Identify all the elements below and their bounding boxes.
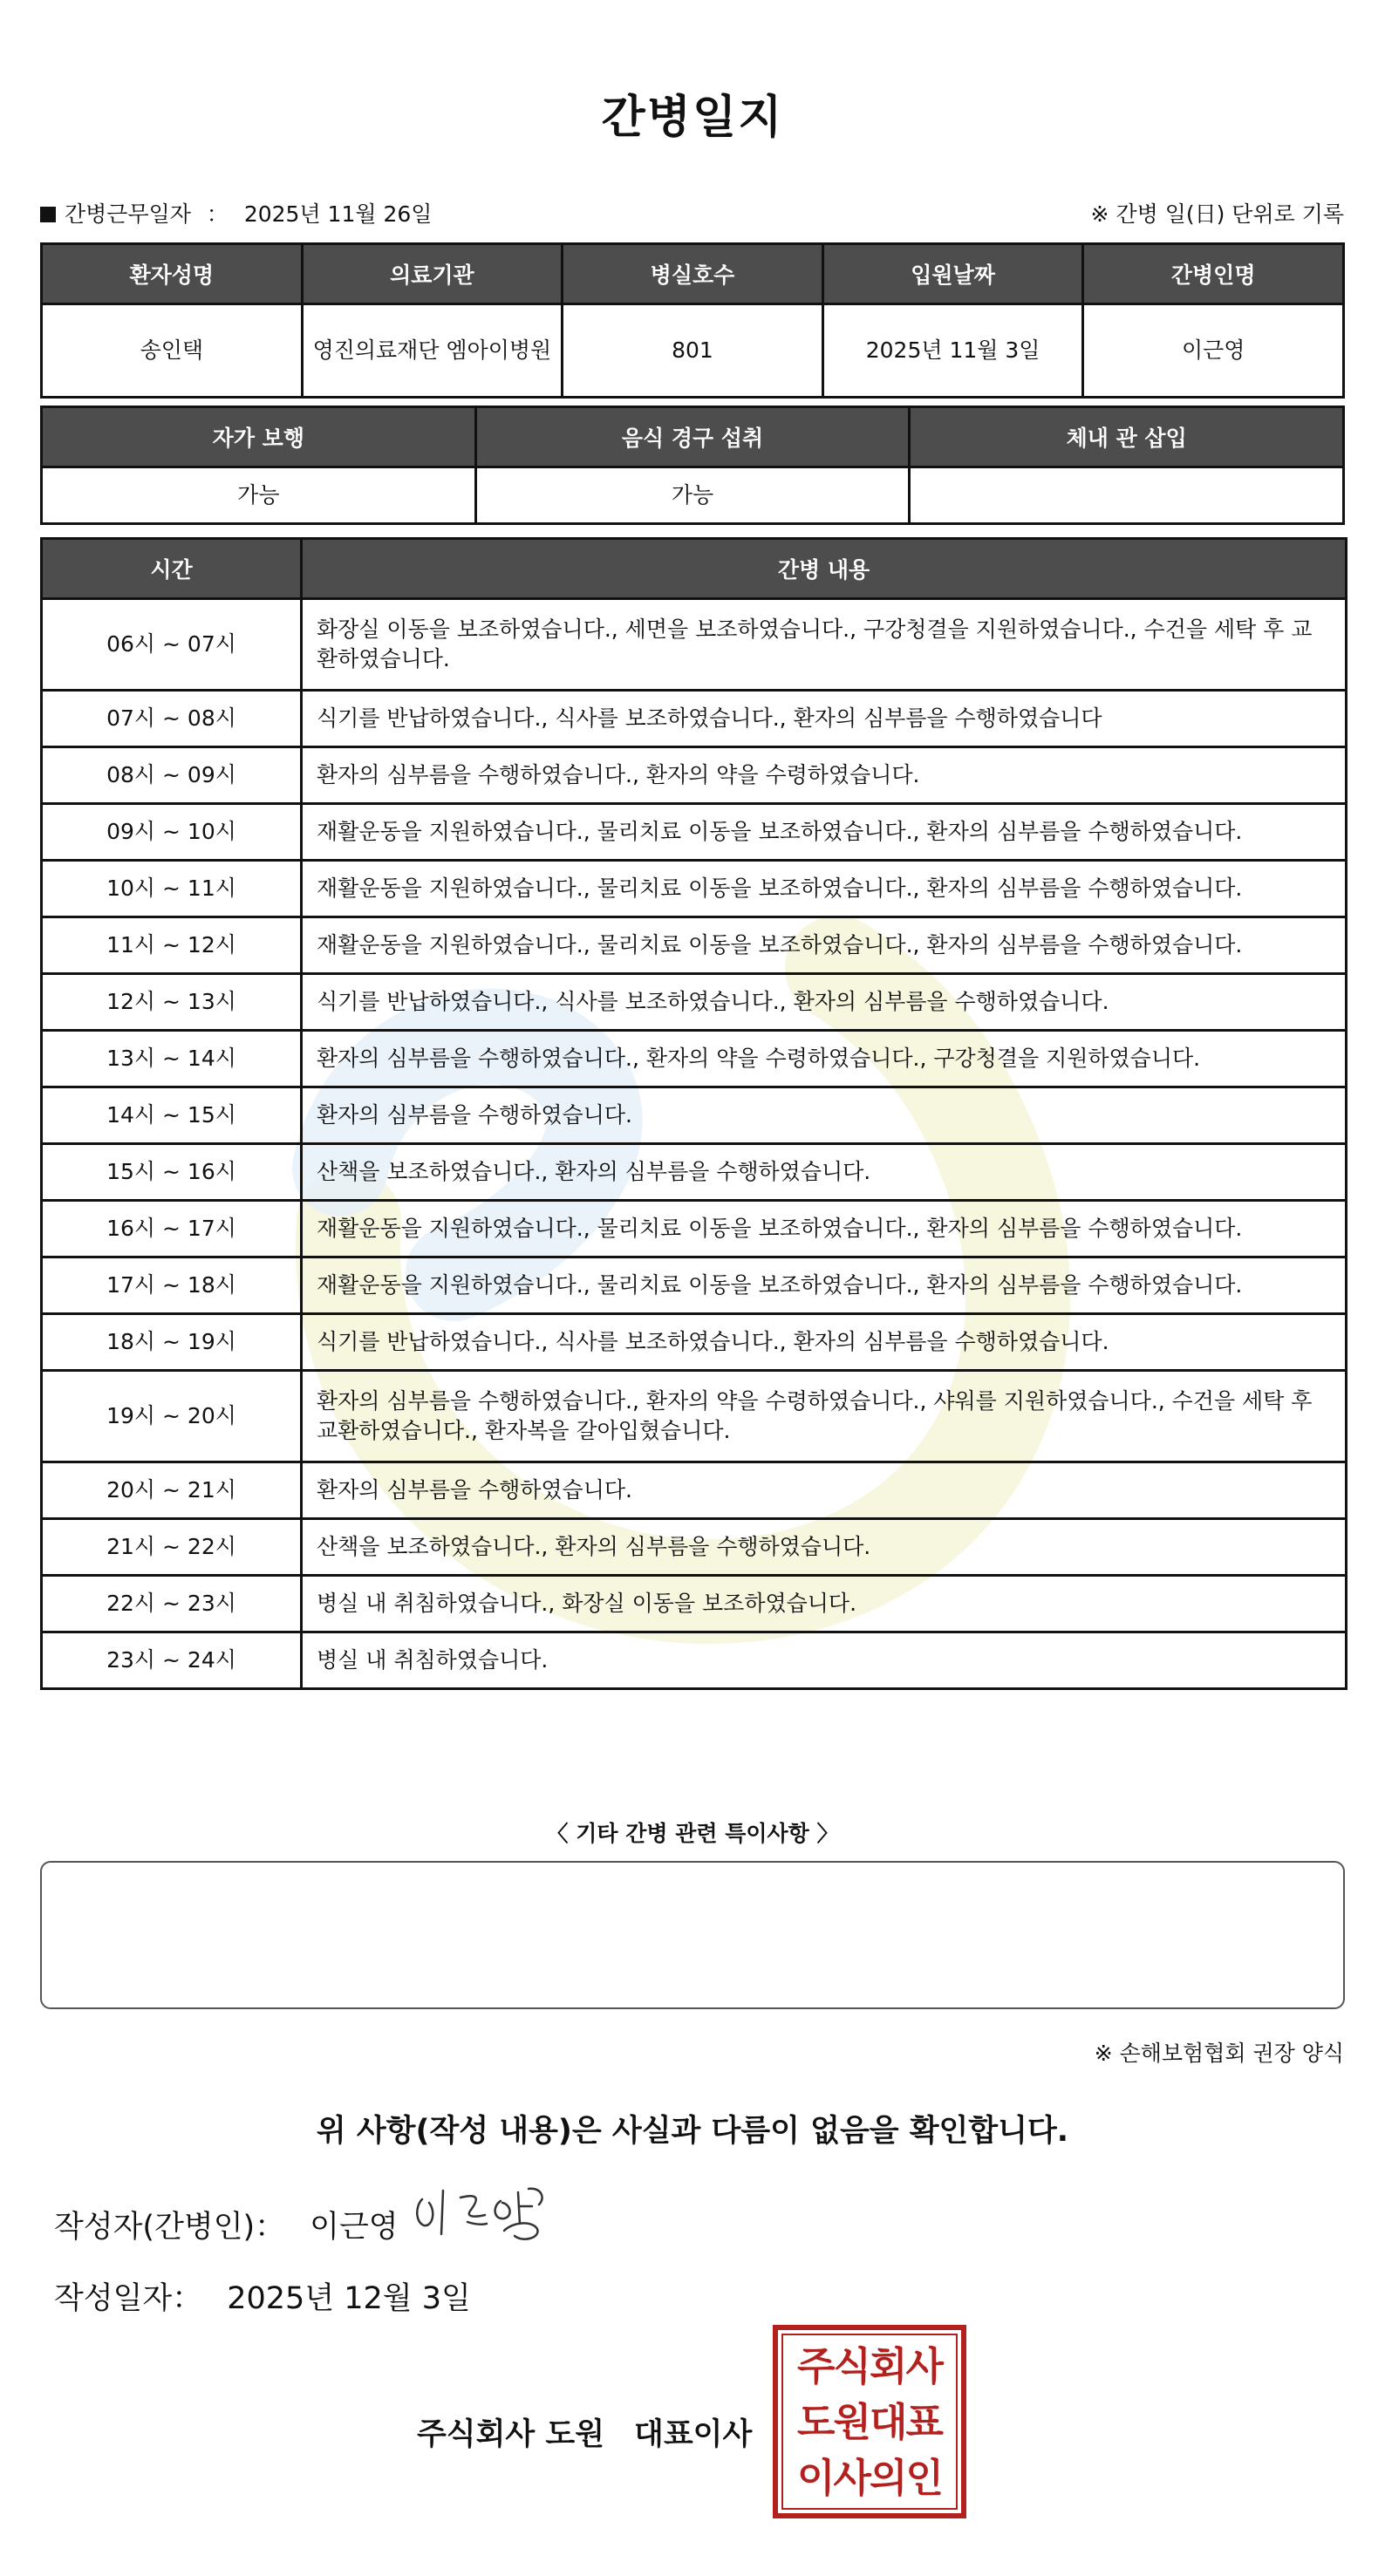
table-row: [42, 917, 1347, 974]
table-row: [42, 1371, 1347, 1462]
table-row: [42, 804, 1347, 861]
row-time: 11시 ~ 12시: [42, 917, 302, 974]
row-time: 23시 ~ 24시: [42, 1632, 302, 1689]
square-bullet-icon: [40, 207, 56, 222]
company-seal-stamp: [773, 2325, 966, 2518]
table-row: [42, 1462, 1347, 1519]
row-content: 병실 내 취침하였습니다.: [302, 1632, 1347, 1689]
table-row: [42, 1031, 1347, 1087]
company-line: [417, 2410, 752, 2454]
form-recommendation-note: ※ 손해보험협회 권장 양식: [1094, 2041, 1344, 2066]
care-log-header-row: [42, 539, 1347, 599]
write-date-label: 작성일자：: [54, 2281, 203, 2316]
writer-label: 작성자(간병인)：: [54, 2210, 286, 2245]
patient-info-header-row: [42, 244, 1344, 304]
work-date-label: 간병근무일자: [65, 201, 191, 227]
row-content: 환자의 심부름을 수행하였습니다.: [302, 1087, 1347, 1144]
write-date-line: [54, 2274, 471, 2318]
row-time: 13시 ~ 14시: [42, 1031, 302, 1087]
row-content: 재활운동을 지원하였습니다., 물리치료 이동을 보조하였습니다., 환자의 심부름을 수행하였습니다.: [302, 1201, 1347, 1257]
row-content: 재활운동을 지원하였습니다., 물리치료 이동을 보조하였습니다., 환자의 심부름을 수행하였습니다.: [302, 1257, 1347, 1314]
row-content: 화장실 이동을 보조하였습니다., 세면을 보조하였습니다., 구강청결을 지원하였습니다., 수건을 세탁 후 교환하였습니다.: [302, 599, 1347, 691]
header-room-number: 병실호수: [563, 244, 823, 304]
header-hospital: 의료기관: [302, 244, 563, 304]
seal-line: 주식회사: [797, 2343, 942, 2389]
row-time: 12시 ~ 13시: [42, 974, 302, 1031]
writer-name: 이근영: [310, 2210, 399, 2245]
work-date-separator: ：: [206, 201, 229, 227]
table-row: [42, 1314, 1347, 1371]
row-content: 병실 내 취침하였습니다., 화장실 이동을 보조하였습니다.: [302, 1576, 1347, 1632]
writer-line: [54, 2203, 399, 2246]
table-row: [42, 691, 1347, 747]
row-content: 재활운동을 지원하였습니다., 물리치료 이동을 보조하였습니다., 환자의 심부름을 수행하였습니다.: [302, 917, 1347, 974]
row-content: 재활운동을 지원하였습니다., 물리치료 이동을 보조하였습니다., 환자의 심부름을 수행하였습니다.: [302, 804, 1347, 861]
table-row: [42, 1201, 1347, 1257]
patient-name: 송인택: [42, 304, 303, 398]
admission-date: 2025년 11월 3일: [822, 304, 1083, 398]
header-oral-intake: 음식 경구 섭취: [475, 407, 910, 467]
row-time: 18시 ~ 19시: [42, 1314, 302, 1371]
patient-status-table: [40, 405, 1345, 525]
header-self-walking: 자가 보행: [42, 407, 476, 467]
row-time: 19시 ~ 20시: [42, 1371, 302, 1462]
row-time: 17시 ~ 18시: [42, 1257, 302, 1314]
row-content: 환자의 심부름을 수행하였습니다.: [302, 1462, 1347, 1519]
header-patient-name: 환자성명: [42, 244, 303, 304]
table-row: [42, 1144, 1347, 1201]
table-row: [42, 747, 1347, 804]
document-title: 간병일지: [601, 92, 784, 144]
row-time: 08시 ~ 09시: [42, 747, 302, 804]
caregiver-name: 이근영: [1083, 304, 1344, 398]
status-header-row: [42, 407, 1344, 467]
self-walking-value: 가능: [42, 467, 476, 524]
room-number: 801: [563, 304, 823, 398]
row-time: 16시 ~ 17시: [42, 1201, 302, 1257]
header-tube-insertion: 체내 관 삽입: [910, 407, 1344, 467]
row-time: 09시 ~ 10시: [42, 804, 302, 861]
row-content: 산책을 보조하였습니다., 환자의 심부름을 수행하였습니다.: [302, 1144, 1347, 1201]
row-time: 20시 ~ 21시: [42, 1462, 302, 1519]
row-content: 환자의 심부름을 수행하였습니다., 환자의 약을 수령하였습니다.: [302, 747, 1347, 804]
table-row: [42, 1576, 1347, 1632]
seal-line: 도원대표: [797, 2399, 942, 2445]
table-row: [42, 1632, 1347, 1689]
table-row: [42, 599, 1347, 691]
table-row: [42, 1519, 1347, 1576]
work-date-line: [40, 197, 432, 228]
row-content: 산책을 보조하였습니다., 환자의 심부름을 수행하였습니다.: [302, 1519, 1347, 1576]
patient-info-table: [40, 242, 1345, 399]
patient-info-value-row: [42, 304, 1344, 398]
header-caregiver-name: 간병인명: [1083, 244, 1344, 304]
row-content: 환자의 심부름을 수행하였습니다., 환자의 약을 수령하였습니다., 구강청결을 지원하였습니다.: [302, 1031, 1347, 1087]
special-notes-box: [40, 1861, 1345, 2009]
status-value-row: [42, 467, 1344, 524]
row-content: 재활운동을 지원하였습니다., 물리치료 이동을 보조하였습니다., 환자의 심부름을 수행하였습니다.: [302, 861, 1347, 917]
row-time: 21시 ~ 22시: [42, 1519, 302, 1576]
table-row: [42, 1257, 1347, 1314]
handwritten-signature: [410, 2180, 567, 2250]
row-content: 식기를 반납하였습니다., 식사를 보조하였습니다., 환자의 심부름을 수행하였습니다: [302, 691, 1347, 747]
row-time: 15시 ~ 16시: [42, 1144, 302, 1201]
table-row: [42, 1087, 1347, 1144]
row-content: 환자의 심부름을 수행하였습니다., 환자의 약을 수령하였습니다., 샤워를 지원하였습니다., 수건을 세탁 후 교환하였습니다., 환자복을 갈아입혔습니다.: [302, 1371, 1347, 1462]
header-time: 시간: [42, 539, 302, 599]
write-date-value: 2025년 12월 3일: [227, 2281, 471, 2316]
header-care-content: 간병 내용: [302, 539, 1347, 599]
header-admission-date: 입원날짜: [822, 244, 1083, 304]
company-name: 주식회사 도원: [417, 2417, 605, 2452]
hospital-name: 영진의료재단 엠아이병원: [302, 304, 563, 398]
special-notes-title: 〈 기타 간병 관련 특이사항 〉: [546, 1821, 839, 1846]
tube-insertion-value: [910, 467, 1344, 524]
row-content: 식기를 반납하였습니다., 식사를 보조하였습니다., 환자의 심부름을 수행하였습니다.: [302, 974, 1347, 1031]
table-row: [42, 974, 1347, 1031]
row-time: 06시 ~ 07시: [42, 599, 302, 691]
oral-intake-value: 가능: [475, 467, 910, 524]
row-time: 22시 ~ 23시: [42, 1576, 302, 1632]
row-time: 10시 ~ 11시: [42, 861, 302, 917]
seal-lettering: [785, 2339, 954, 2506]
row-time: 07시 ~ 08시: [42, 691, 302, 747]
daily-record-note: ※ 간병 일(日) 단위로 기록: [1090, 201, 1344, 227]
row-time: 14시 ~ 15시: [42, 1087, 302, 1144]
row-content: 식기를 반납하였습니다., 식사를 보조하였습니다., 환자의 심부름을 수행하였습니다.: [302, 1314, 1347, 1371]
care-log-table: [40, 537, 1347, 1690]
table-row: [42, 861, 1347, 917]
ceo-title: 대표이사: [634, 2417, 753, 2452]
work-date-value: 2025년 11월 26일: [243, 201, 433, 227]
seal-line: 이사의인: [797, 2455, 942, 2501]
confirmation-statement: 위 사항(작성 내용)은 사실과 다름이 없음을 확인합니다.: [316, 2114, 1069, 2149]
